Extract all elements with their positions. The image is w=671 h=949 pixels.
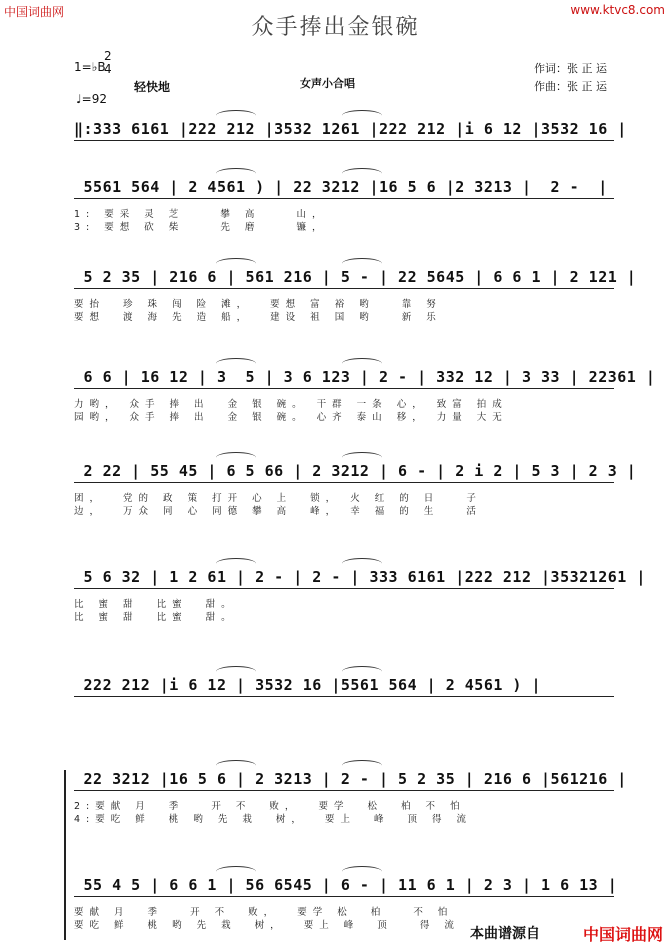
lyric-verse-1: 比 蜜 甜 比蜜 甜。 (74, 599, 237, 610)
slur-mark (342, 358, 382, 369)
beam-underline (74, 695, 614, 697)
tempo-marking: ♩=92 (76, 92, 107, 106)
notation-line: 5 6 32 | 1 2 61 | 2 - | 2 - | 333 6161 |222 212 |35321261 | (74, 568, 646, 586)
key-signature: 1=♭B (74, 60, 106, 74)
lyric-verse-1: 力哟， 众手 捧 出 金 银 碗。 干群 一条 心， 致富 拍成 (74, 399, 508, 410)
system-brace (64, 770, 72, 940)
time-bottom: 4 (104, 62, 112, 76)
lyric-verse-2: 3: 要想 砍 柴 先 磨 镰， (74, 222, 328, 233)
beam-underline (74, 287, 614, 289)
lyricist-credit: 作词：张 正 运 (534, 62, 607, 75)
lyric-verse-2: 边， 万众 同 心 同德 攀 高 峰， 幸 福 的 生 活 (74, 506, 482, 517)
ensemble-label: 女声小合唱 (300, 77, 355, 90)
slur-mark (216, 558, 256, 569)
slur-mark (342, 760, 382, 771)
beam-underline (74, 587, 614, 589)
notation-line: 55 4 5 | 6 6 1 | 56 6545 | 6 - | 11 6 1 | 2 3 | 1 6 13 | (74, 876, 618, 894)
slur-mark (216, 666, 256, 677)
beam-underline (74, 895, 614, 897)
lyric-verse-1: 团， 党的 政 策 打开 心 上 锁， 火 红 的 日 子 (74, 493, 482, 504)
notation-line: ‖:333 6161 |222 212 |3532 1261 |222 212 |i 6 12 |3532 16 | (74, 120, 627, 138)
lyric-verse-2: 要想 渡 海 先 造 船， 建设 祖 国 哟 新 乐 (74, 312, 442, 323)
slur-mark (342, 558, 382, 569)
slur-mark (216, 358, 256, 369)
slur-mark (342, 666, 382, 677)
lyric-verse-1: 要抬 珍 珠 闯 险 滩， 要想 富 裕 哟 靠 努 (74, 299, 442, 310)
time-signature (104, 50, 112, 76)
slur-mark (342, 452, 382, 463)
lyric-verse-2: 园哟， 众手 捧 出 金 银 碗。 心齐 泰山 移， 力量 大无 (74, 412, 508, 423)
slur-mark (342, 258, 382, 269)
slur-mark (216, 760, 256, 771)
slur-mark (342, 866, 382, 877)
slur-mark (216, 168, 256, 179)
lyric-verse-1: 2:要献 月 季 开 不 败， 要学 松 柏 不 怕 (74, 801, 466, 812)
notation-line: 6 6 | 16 12 | 3 5 | 3 6 123 | 2 - | 332 12 | 3 33 | 22361 | (74, 368, 656, 386)
notation-line: 2 22 | 55 45 | 6 5 66 | 2 3212 | 6 - | 2 i 2 | 5 3 | 2 3 | (74, 462, 637, 480)
time-top: 2 (104, 49, 112, 63)
slur-mark (216, 452, 256, 463)
footer-source-label: 本曲谱源自 (470, 926, 540, 942)
notation-line: 22 3212 |16 5 6 | 2 3213 | 2 - | 5 2 35 | 216 6 |561216 | (74, 770, 627, 788)
slur-mark (216, 866, 256, 877)
watermark-left: 中国词曲网 (4, 5, 65, 19)
lyric-verse-2: 比 蜜 甜 比蜜 甜。 (74, 612, 237, 623)
slur-mark (342, 168, 382, 179)
lyric-verse-1: 1: 要采 灵 芝 攀 高 山， (74, 209, 328, 220)
beam-underline (74, 387, 614, 389)
beam-underline (74, 481, 614, 483)
watermark-right: www.ktvc8.com (570, 3, 665, 17)
song-title: 众手捧出金银碗 (251, 15, 420, 40)
notation-line: 222 212 |i 6 12 | 3532 16 |5561 564 | 2 4561 ) | (74, 676, 542, 694)
lyric-verse-2: 4:要吃 鲜 桃 哟 先 栽 树， 要上 峰 顶 得 流 (74, 814, 473, 825)
notation-line: 5561 564 | 2 4561 ) | 22 3212 |16 5 6 |2 3213 | 2 - | (74, 178, 608, 196)
slur-mark (216, 110, 256, 121)
lyric-verse-2: 要吃 鲜 桃 哟 先 栽 树， 要上 峰 顶 得 流 (74, 920, 460, 931)
tempo-word: 轻快地 (134, 80, 171, 94)
lyric-verse-1: 要献 月 季 开 不 败， 要学 松 柏 不 怕 (74, 907, 454, 918)
beam-underline (74, 197, 614, 199)
footer-site-logo: 中国词曲网 (582, 925, 663, 944)
beam-underline (74, 789, 614, 791)
composer-credit: 作曲：张 正 运 (534, 80, 607, 93)
slur-mark (342, 110, 382, 121)
slur-mark (216, 258, 256, 269)
beam-underline (74, 139, 614, 141)
notation-line: 5 2 35 | 216 6 | 561 216 | 5 - | 22 5645 | 6 6 1 | 2 121 | (74, 268, 637, 286)
